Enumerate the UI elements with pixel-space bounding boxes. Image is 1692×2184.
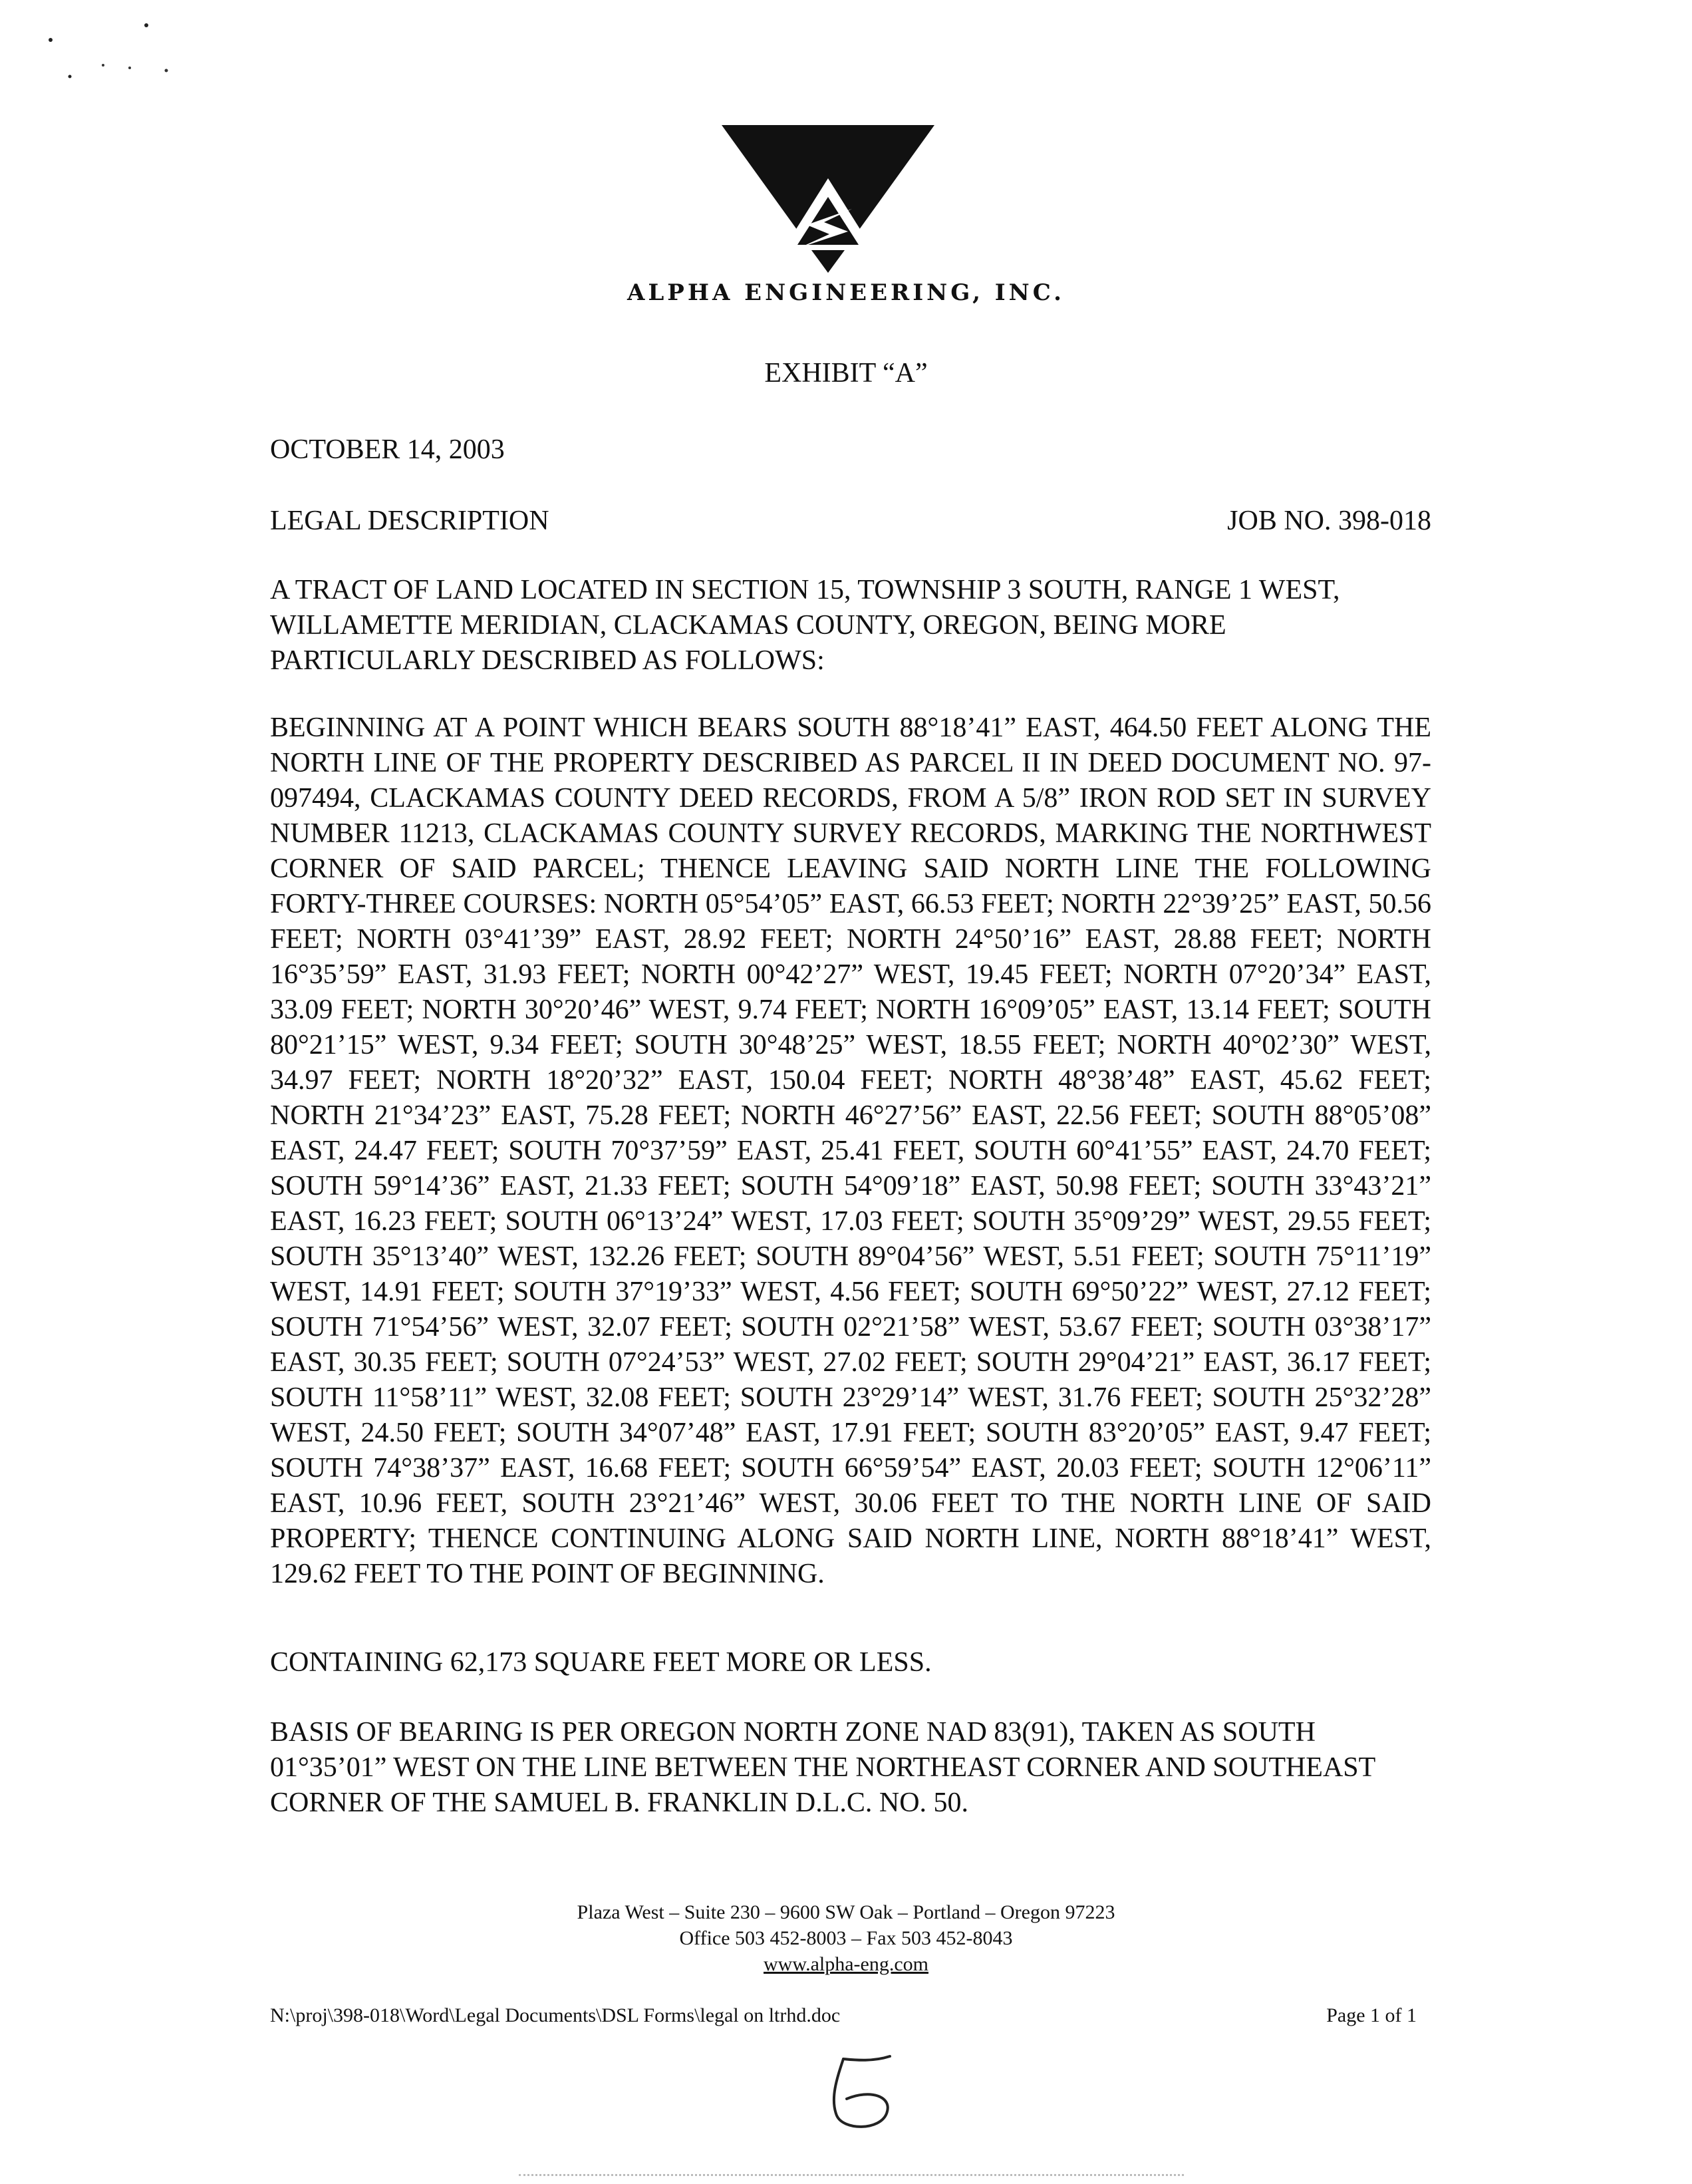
footer-contact xyxy=(0,1899,1692,1977)
exhibit-title: EXHIBIT “A” xyxy=(764,358,928,389)
file-path: N:\proj\398-018\Word\Legal Documents\DSL Forms\legal on ltrhd.doc xyxy=(270,2004,841,2026)
company-name: ALPHA ENGINEERING, INC. xyxy=(627,279,1065,306)
document-date: OCTOBER 14, 2003 xyxy=(270,434,505,465)
handwritten-page-mark xyxy=(817,2052,903,2132)
alpha-engineering-logo-icon xyxy=(722,125,934,273)
paragraph-basis-of-bearing: BASIS OF BEARING IS PER OREGON NORTH ZONE NAD 83(91), TAKEN AS SOUTH 01°35’01” WEST ON THE LINE BETWEEN THE NORTHEAST CORNER AND SOUTHEAST CORNER OF THE SAMUEL B. FRANKLIN D.L.C. NO. 50. xyxy=(270,1717,1375,1818)
section-label: LEGAL DESCRIPTION xyxy=(270,506,549,536)
footer-address: Plaza West – Suite 230 – 9600 SW Oak – Portland – Oregon 97223 xyxy=(577,1901,1115,1923)
paragraph-courses: BEGINNING AT A POINT WHICH BEARS SOUTH 88°18’41” EAST, 464.50 FEET ALONG THE NORTH LINE OF THE PROPERTY DESCRIBED AS PARCEL II IN DEED DOCUMENT NO. 97-097494, CLACKAMAS COUNTY DEED RECORDS, FROM A 5/8” IRON ROD SET IN SURVEY NUMBER 11213, CLACKAMAS COUNTY SURVEY RECORDS, MARKING THE NORTHWEST CORNER OF SAID PARCEL; THENCE LEAVING SAID NORTH LINE THE FOLLOWING FORTY-THREE COURSES: NORTH 05°54’05” EAST, 66.53 FEET; NORTH 22°39’25” EAST, 50.56 FEET; NORTH 03°41’39” EAST, 28.92 FEET; NORTH 24°50’16” EAST, 28.88 FEET; NORTH 16°35’59” EAST, 31.93 FEET; NORTH 00°42’27” WEST, 19.45 FEET; NORTH 07°20’34” EAST, 33.09 FEET; NORTH 30°20’46” WEST, 9.74 FEET; NORTH 16°09’05” EAST, 13.14 FEET; SOUTH 80°21’15” WEST, 9.34 FEET; SOUTH 30°48’25” WEST, 18.55 FEET; NORTH 40°02’30” WEST, 34.97 FEET; NORTH 18°20’32” EAST, 150.04 FEET; NORTH 48°38’48” EAST, 45.62 FEET; NORTH 21°34’23” EAST, 75.28 FEET; NORTH 46°27’56” EAST, 22.56 FEET; SOUTH 88°05’08” EAST, 24.47 FEET; SOUTH 70°37’59” EAST, 25.41 FEET, SOUTH 60°41’55” EAST, 24.70 FEET; SOUTH 59°14’36” EAST, 21.33 FEET; SOUTH 54°09’18” EAST, 50.98 FEET; SOUTH 33°43’21” EAST, 16.23 FEET; SOUTH 06°13’24” WEST, 17.03 FEET; SOUTH 35°09’29” WEST, 29.55 FEET; SOUTH 35°13’40” WEST, 132.26 FEET; SOUTH 89°04’56” WEST, 5.51 FEET; SOUTH 75°11’19” WEST, 14.91 FEET; SOUTH 37°19’33” WEST, 4.56 FEET; SOUTH 69°50’22” WEST, 27.12 FEET; SOUTH 71°54’56” WEST, 32.07 FEET; SOUTH 02°21’58” WEST, 53.67 FEET; SOUTH 03°38’17” EAST, 30.35 FEET; SOUTH 07°24’53” WEST, 27.02 FEET; SOUTH 29°04’21” EAST, 36.17 FEET; SOUTH 11°58’11” WEST, 32.08 FEET; SOUTH 23°29’14” WEST, 31.76 FEET; SOUTH 25°32’28” WEST, 24.50 FEET; SOUTH 34°07’48” EAST, 17.91 FEET; SOUTH 83°20’05” EAST, 9.47 FEET; SOUTH 74°38’37” EAST, 16.68 FEET; SOUTH 66°59’54” EAST, 20.03 FEET; SOUTH 12°06’11” EAST, 10.96 FEET, SOUTH 23°21’46” WEST, 30.06 FEET TO THE NORTH LINE OF SAID PROPERTY; THENCE CONTINUING ALONG SAID NORTH LINE, NORTH 88°18’41” WEST, 129.62 FEET TO THE POINT OF BEGINNING. xyxy=(270,712,1431,1589)
scan-specks xyxy=(40,13,186,86)
footer-website-link[interactable]: www.alpha-eng.com xyxy=(764,1953,928,1975)
paragraph-area: CONTAINING 62,173 SQUARE FEET MORE OR LESS. xyxy=(270,1647,932,1678)
paragraph-tract: A TRACT OF LAND LOCATED IN SECTION 15, TOWNSHIP 3 SOUTH, RANGE 1 WEST, WILLAMETTE MERIDIAN, CLACKAMAS COUNTY, OREGON, BEING MORE PARTICULARLY DESCRIBED AS FOLLOWS: xyxy=(270,575,1340,676)
job-number: JOB NO. 398-018 xyxy=(1227,506,1431,536)
footer-phone: Office 503 452-8003 – Fax 503 452-8043 xyxy=(679,1927,1013,1949)
scan-bottom-artifact xyxy=(519,2174,1184,2176)
page-number: Page 1 of 1 xyxy=(1326,2004,1417,2026)
